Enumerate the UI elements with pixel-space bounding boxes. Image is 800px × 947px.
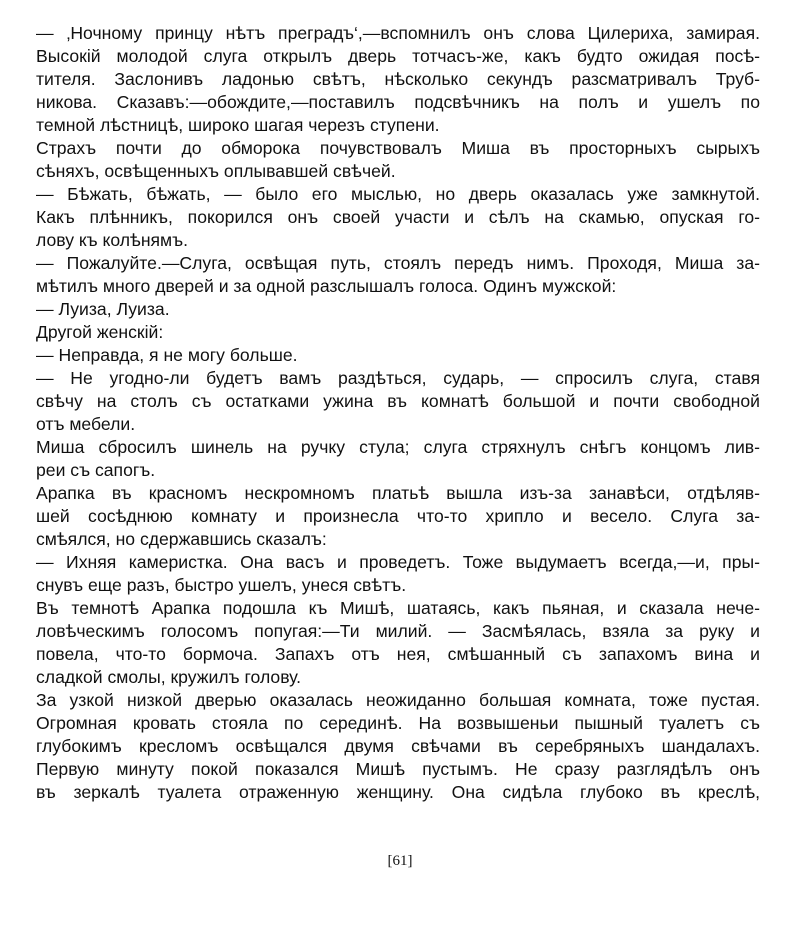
text-line: Первую минуту покой показался Мишѣ пустымъ. Не сразу разглядѣлъ онъ [36,759,760,779]
text-line: повела, что-то бормоча. Запахъ отъ нея, смѣшанный съ запахомъ вина и [36,644,760,664]
text-line: темной лѣстницѣ, широко шагая черезъ ступени. [36,115,440,135]
text-line: — Бѣжать, бѣжать, — было его мыслью, но дверь оказалась уже замкнутой. [36,184,760,204]
text-line: снувъ еще разъ, быстро ушелъ, унеся свѣтъ. [36,575,407,595]
text-line: никова. Сказавъ:—обождите,—поставилъ подсвѣчникъ на полъ и ушелъ по [36,92,760,112]
text-line: — Не угодно-ли будетъ вамъ раздѣться, сударь, — спросилъ слуга, ставя [36,368,760,388]
text-line: — Пожалуйте.—Слуга, освѣщая путь, стоялъ передъ нимъ. Проходя, Миша за- [36,253,760,273]
text-line: Какъ плѣнникъ, покорился онъ своей участи и сѣлъ на скамью, опуская го- [36,207,760,227]
text-line: — Неправда, я не могу больше. [36,345,298,365]
text-line: За узкой низкой дверью оказалась неожиданно большая комната, тоже пустая. [36,690,760,710]
text-line: — Луиза, Луиза. [36,299,170,319]
text-line: Арапка въ красномъ нескромномъ платьѣ вышла изъ-за занавѣси, отдѣляв- [36,483,760,503]
text-line: въ зеркалѣ туалета отраженную женщину. Она сидѣла глубоко въ креслѣ, [36,782,760,802]
text-block [36,22,760,804]
text-line: Миша сбросилъ шинель на ручку стула; слуга стряхнулъ снѣгъ концомъ лив- [36,437,760,457]
text-line: — ‚Ночному принцу нѣтъ преградъ‘,—вспомнилъ онъ слова Цилериха, замирая. [36,23,760,43]
text-line: свѣчу на столъ съ остатками ужина въ комнатѣ большой и почти свободной [36,391,760,411]
text-line: Другой женскій: [36,322,164,342]
page-number: [61] [387,853,413,869]
text-line: тителя. Заслонивъ ладонью свѣтъ, нѣсколько секундъ разсматривалъ Труб- [36,69,760,89]
text-line: — Ихняя камеристка. Она васъ и проведетъ. Тоже выдумаетъ всегда,—и, пры- [36,552,760,572]
text-line: Высокій молодой слуга открылъ дверь тотчасъ-же, какъ будто ожидая посѣ- [36,46,760,66]
text-line: Огромная кровать стояла по серединѣ. На возвышеньи пышный туалетъ съ [36,713,760,733]
text-line: сладкой смолы, кружилъ голову. [36,667,302,687]
text-line: шей сосѣднюю комнату и произнесла что-то хрипло и весело. Слуга за- [36,506,760,526]
text-line: лову къ колѣнямъ. [36,230,189,250]
text-line: реи съ сапогъ. [36,460,156,480]
text-line: Страхъ почти до обморока почувствовалъ Миша въ просторныхъ сырыхъ [36,138,760,158]
text-line: ловѣческимъ голосомъ попугая:—Ти милий. — Засмѣялась, взяла за руку и [36,621,760,641]
text-line: глубокимъ кресломъ освѣщался двумя свѣчами въ серебряныхъ шандалахъ. [36,736,760,756]
text-line: смѣялся, но сдержавшись сказалъ: [36,529,327,549]
text-line: сѣняхъ, освѣщенныхъ оплывавшей свѣчей. [36,161,396,181]
text-line: Въ темнотѣ Арапка подошла къ Мишѣ, шатаясь, какъ пьяная, и сказала нече- [36,598,760,618]
text-line: отъ мебели. [36,414,136,434]
text-line: мѣтилъ много дверей и за одной разслышалъ голоса. Одинъ мужской: [36,276,617,296]
